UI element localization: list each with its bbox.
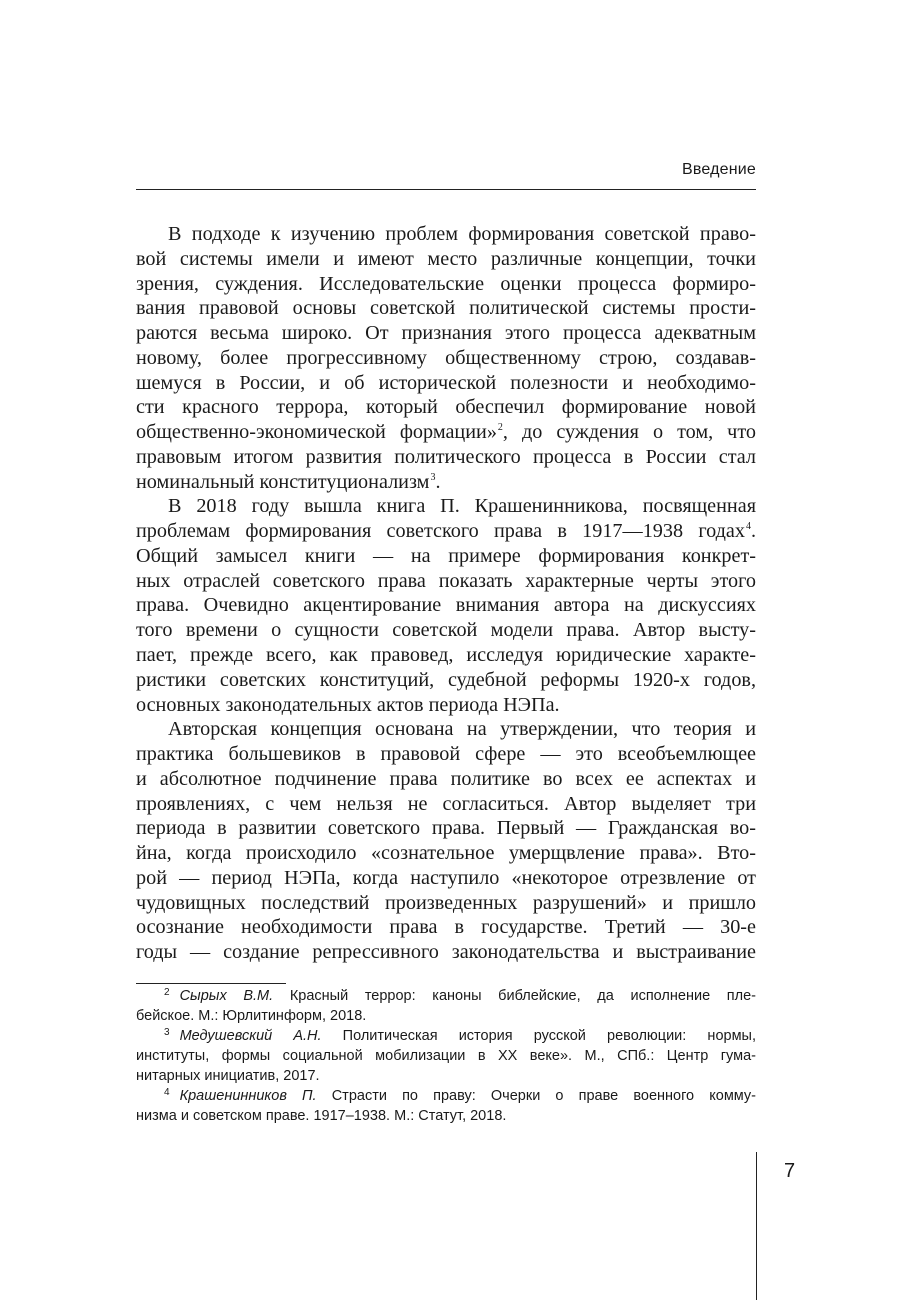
text-line: В 2018 году вышла книга П. Крашенинникова, посвященная xyxy=(168,495,756,518)
text-fragment: общественно-экономической формации» xyxy=(136,421,497,444)
text-line: правовым итогом развития политического процесса в России стал xyxy=(136,445,756,468)
footnote-3 xyxy=(136,1026,756,1046)
text-fragment: номинальный конституционализм xyxy=(136,470,430,493)
footnotes xyxy=(136,986,756,1126)
footnote-author: Медушевский А.Н. xyxy=(179,1028,322,1044)
text-line: и абсолютное подчинение права политике во всех ее аспектах и xyxy=(136,767,756,790)
page-number: 7 xyxy=(784,1160,796,1182)
footnote-reference-2[interactable]: 2 xyxy=(497,422,503,434)
footnote-reference-3[interactable]: 3 xyxy=(430,471,436,483)
footnote-number: 3 xyxy=(164,1027,170,1038)
footnote-author: Сырых В.М. xyxy=(179,988,274,1004)
footnote-number: 4 xyxy=(164,1087,170,1098)
footnote-2 xyxy=(136,986,756,1006)
footnote-text: нитарных инициатив, 2017. xyxy=(136,1068,320,1084)
running-header: Введение xyxy=(681,161,756,178)
text-fragment: . xyxy=(750,520,756,543)
text-line: сти красного террора, который обеспечил формирование новой xyxy=(136,396,756,419)
text-line: годы — создание репрессивного законодательства и выстраивание xyxy=(136,941,756,964)
footnote-text: Страсти по праву: Очерки о праве военного комму- xyxy=(331,1088,757,1104)
text-line: пает, прежде всего, как правовед, исследуя юридические характе- xyxy=(136,644,756,667)
footnote-author: Крашенинников П. xyxy=(179,1088,317,1104)
footnote-text: Красный террор: каноны библейские, да исполнение пле- xyxy=(289,988,756,1004)
text-fragment: . xyxy=(435,470,441,493)
text-line xyxy=(136,519,756,544)
text-fragment: , до суждения о том, что xyxy=(502,421,756,444)
text-line: осознание необходимости права в государстве. Третий — 30-е xyxy=(136,916,756,939)
text-line: ристики советских конституций, судебной реформы 1920-х годов, xyxy=(136,668,756,691)
footnote-number: 2 xyxy=(164,987,170,998)
text-line: права. Очевидно акцентирование внимания автора на дискуссиях xyxy=(136,594,756,617)
footnote-4 xyxy=(136,1086,756,1106)
page-number-rule xyxy=(756,1152,757,1300)
text-fragment: проблемам формирования советского права в 1917—1938 годах xyxy=(136,520,745,543)
text-line: В подходе к изучению проблем формирования советской право- xyxy=(168,223,756,245)
footnote-text: бейское. М.: Юрлитинформ, 2018. xyxy=(136,1008,367,1024)
footnote-text: институты, формы социальной мобилизации в XX веке». М., СПб.: Центр гума- xyxy=(136,1048,756,1064)
text-line: вой системы имели и имеют место различные концепции, точки xyxy=(136,247,756,270)
main-text xyxy=(136,222,756,965)
text-line: Общий замысел книги — на примере формирования конкрет- xyxy=(136,544,756,567)
text-line: рой — период НЭПа, когда наступило «некоторое отрезвление от xyxy=(136,866,756,889)
text-line: чудовищных последствий произведенных разрушений» и пришло xyxy=(136,891,756,914)
text-line: периода в развитии советского права. Первый — Гражданская во- xyxy=(136,817,756,840)
text-line xyxy=(136,470,756,495)
text-line: шемуся в России, и об исторической полезности и необходимо- xyxy=(136,371,756,394)
text-line: зрения, суждения. Исследовательские оценки процесса формиро- xyxy=(136,272,756,295)
text-line: йна, когда происходило «сознательное умерщвление права». Вто- xyxy=(136,842,756,865)
footnote-text: Политическая история русской революции: нормы, xyxy=(342,1028,756,1044)
text-line: практика большевиков в правовой сфере — это всеобъемлющее xyxy=(136,743,756,766)
text-line xyxy=(136,420,756,445)
text-line: новому, более прогрессивному общественному строю, создавав- xyxy=(136,346,756,369)
footnote-reference-4[interactable]: 4 xyxy=(745,521,751,533)
footnote-rule xyxy=(136,983,286,984)
text-line: вания правовой основы советской политической системы прости- xyxy=(136,297,756,320)
text-line: того времени о сущности советской модели права. Автор высту- xyxy=(136,619,756,642)
text-line: раются весьма широко. От признания этого процесса адекватным xyxy=(136,322,756,345)
text-line: Авторская концепция основана на утверждении, что теория и xyxy=(168,718,756,741)
text-line: ных отраслей советского права показать характерные черты этого xyxy=(136,569,756,592)
footnote-text: низма и советском праве. 1917–1938. М.: Статут, 2018. xyxy=(136,1108,507,1124)
header-rule xyxy=(136,189,756,190)
text-line: проявлениях, с чем нельзя не согласиться. Автор выделяет три xyxy=(136,792,756,815)
text-line: основных законодательных актов периода НЭПа. xyxy=(136,693,560,716)
